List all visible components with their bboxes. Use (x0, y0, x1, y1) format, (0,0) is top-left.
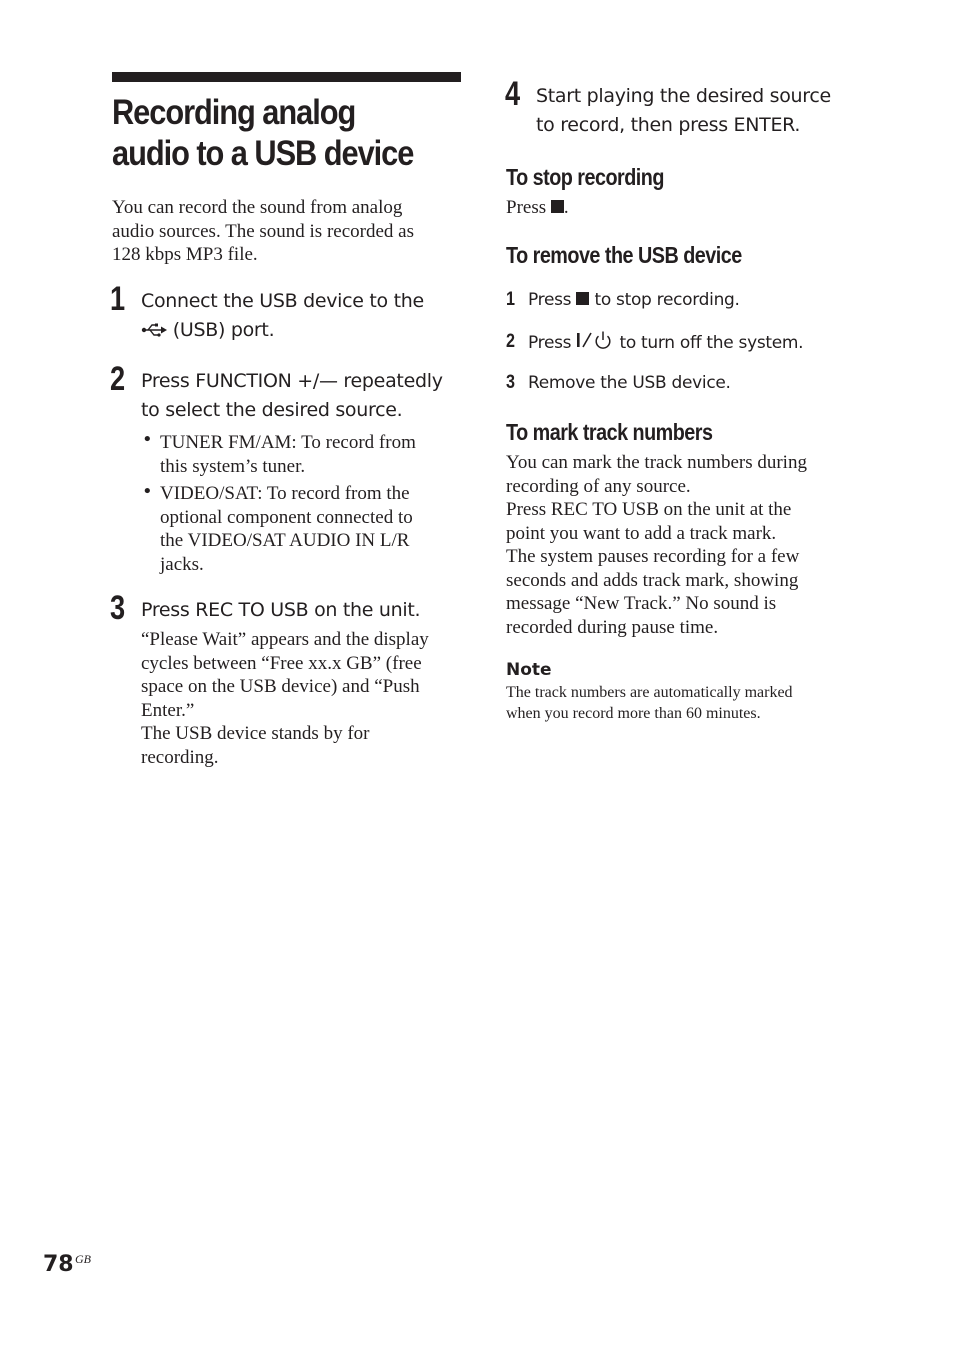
step-line: Start playing the desired source (536, 85, 831, 107)
step-3-text: Press REC TO USB on the unit. (141, 599, 421, 621)
body-line: seconds and adds track mark, showing (506, 569, 799, 591)
item-text-before: Press (528, 333, 572, 353)
step-line (141, 316, 471, 347)
step-line: Press FUNCTION +/— repeatedly (141, 370, 443, 392)
step-3-body (141, 628, 471, 769)
page-title (112, 92, 429, 174)
body-line: recording. (141, 746, 219, 768)
bullet-line: TUNER FM/AM: To record from (160, 432, 416, 453)
stop-text-after: . (563, 197, 569, 218)
item-text-after: to turn off the system. (619, 333, 804, 353)
body-line: The system pauses recording for a few (506, 546, 800, 567)
step-line-text: (USB) port. (172, 319, 275, 341)
step-4-text (536, 82, 866, 140)
intro-line: 128 kbps MP3 file. (112, 244, 258, 265)
step-1-number: 1 (110, 280, 126, 318)
body-line: You can mark the track numbers during (506, 452, 807, 473)
note-line: when you record more than 60 minutes. (506, 705, 761, 722)
remove-item-3-number: 3 (506, 372, 515, 393)
bullet-line: this system’s tuner. (160, 455, 306, 477)
remove-item-1-text (528, 288, 740, 312)
intro-line: audio sources. The sound is recorded as (112, 220, 414, 242)
remove-item-2-text (528, 330, 803, 357)
usb-icon (141, 318, 167, 347)
step-3-number: 3 (110, 589, 126, 627)
top-rule (112, 72, 461, 82)
bullet-line: jacks. (160, 553, 204, 575)
note-heading: Note (506, 660, 552, 680)
mark-track-paragraph (506, 451, 851, 639)
remove-item-2-number: 2 (506, 331, 515, 352)
body-line: recorded during pause time. (506, 616, 719, 638)
intro-paragraph (112, 196, 462, 267)
power-standby-icon (576, 330, 614, 357)
step-2-number: 2 (110, 360, 126, 398)
remove-item-3-text: Remove the USB device. (528, 373, 731, 393)
stop-square-icon (551, 200, 564, 213)
step-line: to select the desired source. (141, 399, 403, 421)
stop-square-icon (576, 292, 589, 305)
title-line-2: audio to a USB device (112, 134, 414, 173)
item-text-before: Press (528, 290, 572, 310)
body-line: Press REC TO USB on the unit at the (506, 499, 792, 520)
body-line: cycles between “Free xx.x GB” (free (141, 652, 422, 674)
stop-recording-heading: To stop recording (506, 164, 664, 190)
bullet-tuner (160, 431, 460, 478)
page-suffix: GB (75, 1252, 91, 1266)
item-text-after: to stop recording. (594, 290, 740, 310)
mark-track-heading: To mark track numbers (506, 419, 713, 445)
body-line: space on the USB device) and “Push (141, 676, 420, 697)
body-line: message “New Track.” No sound is (506, 593, 777, 614)
page-number: 78 (43, 1252, 74, 1277)
step-2-text (141, 367, 471, 425)
intro-line: You can record the sound from analog (112, 197, 403, 218)
bullet-line: the VIDEO/SAT AUDIO IN L/R (160, 530, 410, 551)
body-line: recording of any source. (506, 475, 691, 497)
bullet-video-sat (160, 482, 460, 576)
body-line: Enter.” (141, 699, 195, 721)
step-4-number: 4 (505, 75, 521, 113)
bullet-dot: • (142, 481, 153, 502)
step-line: to record, then press ENTER. (536, 114, 801, 136)
bullet-line: VIDEO/SAT: To record from the (160, 483, 410, 504)
stop-text-before: Press (506, 197, 547, 218)
body-line: The USB device stands by for (141, 723, 370, 744)
bullet-line: optional component connected to (160, 506, 413, 528)
step-line: Connect the USB device to the (141, 290, 424, 312)
step-1-text (141, 287, 471, 347)
remove-usb-heading: To remove the USB device (506, 242, 742, 268)
stop-recording-text (506, 196, 569, 220)
remove-item-1-number: 1 (506, 289, 515, 310)
body-line: point you want to add a track mark. (506, 522, 777, 544)
bullet-dot: • (142, 429, 153, 450)
body-line: “Please Wait” appears and the display (141, 629, 429, 650)
note-line: The track numbers are automatically marked (506, 684, 793, 701)
note-text (506, 682, 851, 724)
title-line-1: Recording analog (112, 93, 356, 132)
